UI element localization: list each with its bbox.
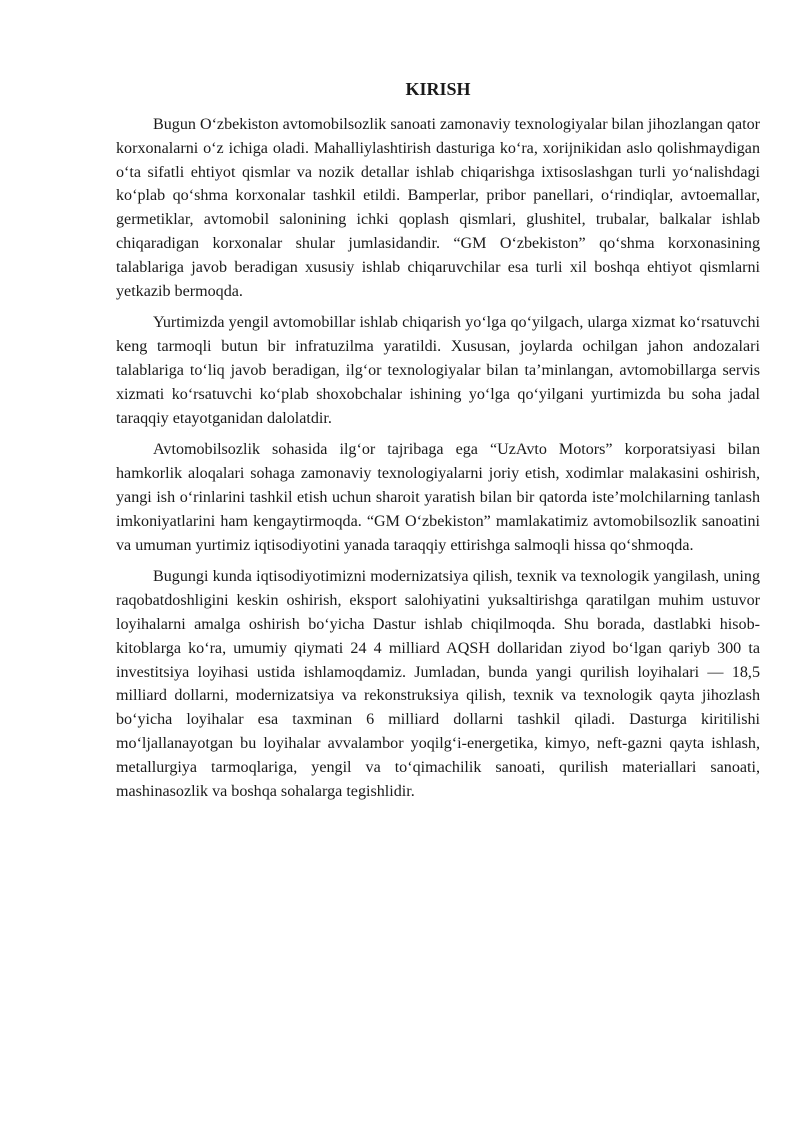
paragraph-4: Bugungi kunda iqtisodiyotimizni modernizatsiya qilish, texnik va texnologik yangilash, uning raqobatdoshligini keskin oshirish, eksport salohiyatini yuksaltirishga qaratilgan muhim ustuvor loyihalarni amalga oshirish bo‘yicha Dastur ishlab chiqilmoqda. Shu borada, dastlabki hisob-kitoblarga ko‘ra, umumiy qiymati 24 4 milliard AQSH dollaridan ziyod bo‘lgan qariyb 300 ta investitsiya loyihasi ustida ishlamoqdamiz. Jumladan, bunda yangi qurilish loyihalari — 18,5 milliard dollarni, modernizatsiya va rekonstruksiya qilish, texnik va texnologik qayta jihozlash bo‘yicha loyihalar esa taxminan 6 milliard dollarni tashkil qiladi. Dasturga kiritilishi mo‘ljallanayotgan bu loyihalar avvalambor yoqilg‘i-energetika, kimyo, neft-gazni qayta ishlash, metallurgiya tarmoqlariga, yengil va to‘qimachilik sanoati, qurilish materiallari sanoati, mashinasozlik va boshqa sohalarga tegishlidir. xyxy=(116,568,760,800)
page-title: KIRISH xyxy=(405,79,471,99)
paragraph-1: Bugun O‘zbekiston avtomobilsozlik sanoati zamonaviy texnologiyalar bilan jihozlangan qator korxonalarni o‘z ichiga oladi. Mahalliylashtirish dasturiga ko‘ra, xorijnikidan aslo qolishmaydigan o‘ta sifatli ehtiyot qismlar va nozik detallar ishlab chiqarishga ixtisoslashgan turli yo‘nalishdagi ko‘plab qo‘shma korxonalar tashkil etildi. Bamperlar, pribor panellari, o‘rindiqlar, avtoemallar, germetiklar, avtomobil salonining ichki qoplash qismlari, glushitel, trubalar, balkalar ishlab chiqaradigan korxonalar shular jumlasidandir. “GM O‘zbekiston” qo‘shma korxonasining talablariga javob beradigan xususiy ishlab chiqaruvchilar esa turli xil boshqa ehtiyot qismlarni yetkazib bermoqda. xyxy=(116,116,760,300)
paragraph-3: Avtomobilsozlik sohasida ilg‘or tajribaga ega “UzAvto Motors” korporatsiyasi bilan hamkorlik aloqalari sohaga zamonaviy texnologiyalarni joriy etish, xodimlar malakasini oshirish, yangi ish o‘rinlarini tashkil etish uchun sharoit yaratish bilan bir qatorda iste’molchilarning tanlash imkoniyatlarini ham kengaytirmoqda. “GM O‘zbekiston” mamlakatimiz avtomobilsozlik sanoatini va umuman yurtimiz iqtisodiyotini yanada taraqqiy ettirishga salmoqli hissa qo‘shmoqda. xyxy=(116,441,760,554)
document-page xyxy=(116,76,760,811)
paragraph-2: Yurtimizda yengil avtomobillar ishlab chiqarish yo‘lga qo‘yilgach, ularga xizmat ko‘rsatuvchi keng tarmoqli butun bir infratuzilma yaratildi. Xususan, joylarda ochilgan jahon andozalari talablariga to‘liq javob beradigan, ilg‘or texnologiyalar bilan ta’minlangan, avtomobillarga servis xizmati ko‘rsatuvchi ko‘plab shoxobchalar ishining yo‘lga qo‘yilgani yurtimizda bu soha jadal taraqqiy etayotganidan dalolatdir. xyxy=(116,314,760,427)
